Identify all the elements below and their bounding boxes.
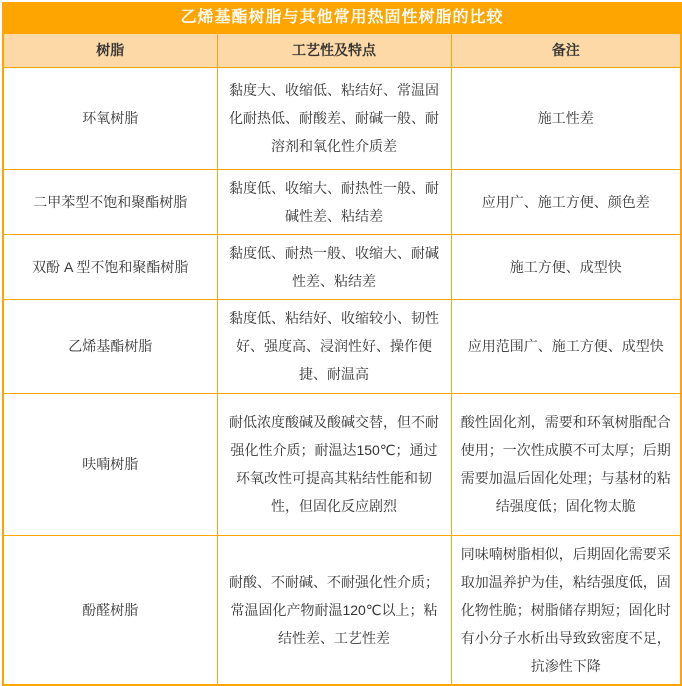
features-cell: 耐酸、不耐碱、不耐强化性介质；常温固化产物耐温120℃以上；粘结性差、工艺性差 (217, 535, 451, 685)
features-cell: 黏度低、耐热一般、收缩大、耐碱性差、粘结差 (217, 234, 451, 299)
resin-comparison-table (2, 2, 682, 686)
table-row (3, 67, 681, 169)
table-row (3, 169, 681, 234)
resin-cell: 环氧树脂 (3, 67, 217, 169)
resin-cell: 乙烯基酯树脂 (3, 299, 217, 393)
table-row (3, 535, 681, 685)
notes-cell: 应用广、施工方便、颜色差 (451, 169, 681, 234)
resin-cell: 二甲苯型不饱和聚酯树脂 (3, 169, 217, 234)
resin-cell: 呋喃树脂 (3, 393, 217, 535)
notes-cell: 施工方便、成型快 (451, 234, 681, 299)
column-header-resin: 树脂 (3, 33, 217, 67)
notes-cell: 同味喃树脂相似，后期固化需要采取加温养护为佳，粘结强度低，固化物性脆；树脂储存期短；固化时有小分子水析出导致致密度不足，抗渗性下降 (451, 535, 681, 685)
features-cell: 黏度大、收缩低、粘结好、常温固化耐热低、耐酸差、耐碱一般、耐溶剂和氧化性介质差 (217, 67, 451, 169)
features-cell: 黏度低、粘结好、收缩较小、韧性好、强度高、浸润性好、操作便捷、耐温高 (217, 299, 451, 393)
features-cell: 耐低浓度酸碱及酸碱交替，但不耐强化性介质；耐温达150℃；通过环氧改性可提高其粘结性能和韧性，但固化反应剧烈 (217, 393, 451, 535)
table-title-row (3, 3, 681, 33)
notes-cell: 施工性差 (451, 67, 681, 169)
features-cell: 黏度低、收缩大、耐热性一般、耐碱性差、粘结差 (217, 169, 451, 234)
table-title: 乙烯基酯树脂与其他常用热固性树脂的比较 (3, 3, 681, 33)
table-row (3, 234, 681, 299)
notes-cell: 酸性固化剂，需要和环氧树脂配合使用；一次性成膜不可太厚；后期需要加温后固化处理；与基材的粘结强度低；固化物太脆 (451, 393, 681, 535)
notes-cell: 应用范围广、施工方便、成型快 (451, 299, 681, 393)
table-header-row (3, 33, 681, 67)
table-row (3, 393, 681, 535)
resin-cell: 双酚 A 型不饱和聚酯树脂 (3, 234, 217, 299)
column-header-features: 工艺性及特点 (217, 33, 451, 67)
column-header-notes: 备注 (451, 33, 681, 67)
resin-cell: 酚醛树脂 (3, 535, 217, 685)
table-row (3, 299, 681, 393)
